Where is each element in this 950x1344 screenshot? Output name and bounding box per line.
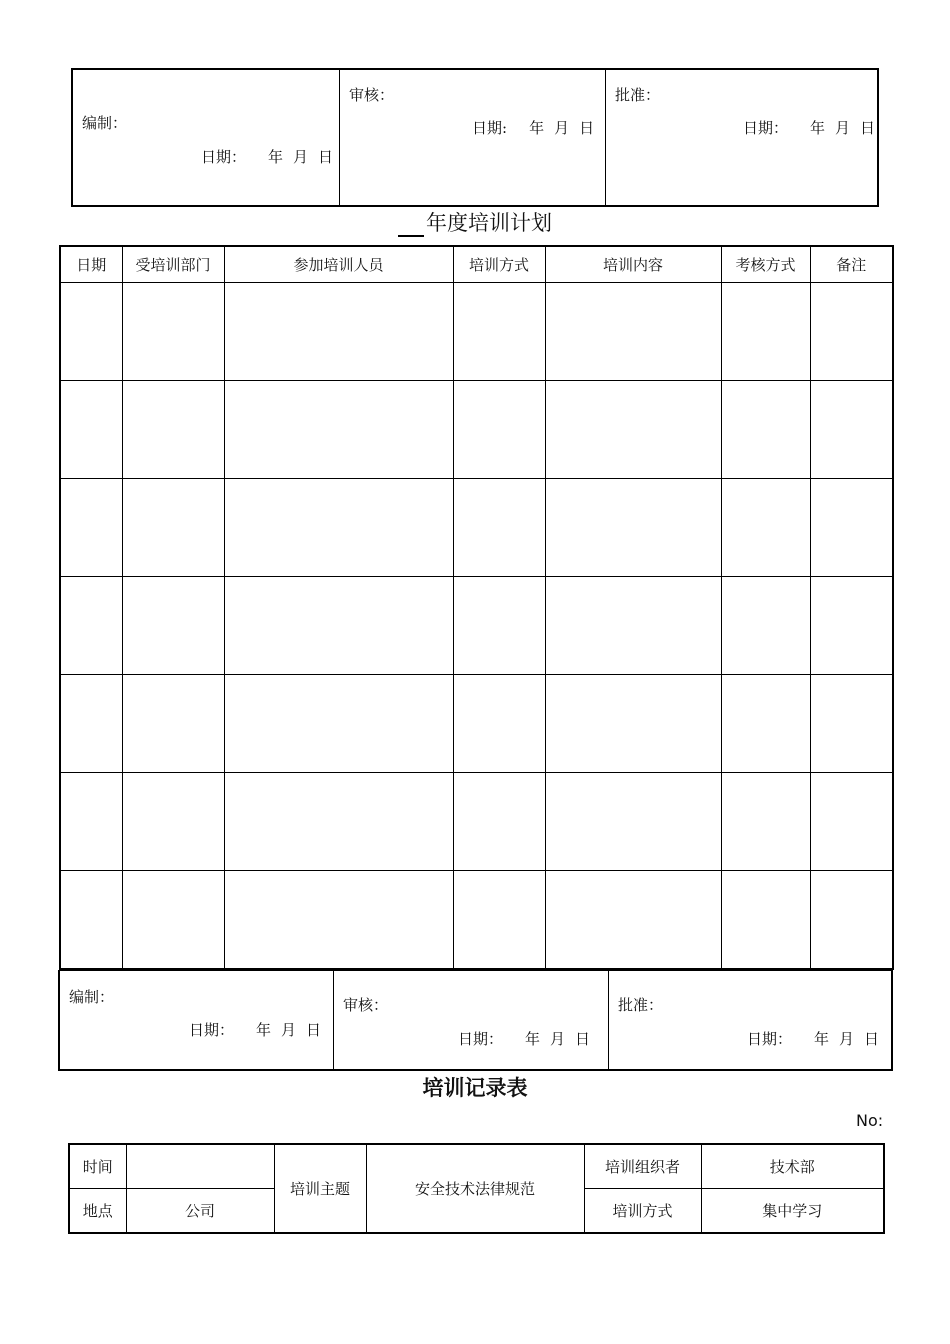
top-prepared-cell [73,70,339,205]
year-label: 年 [525,1030,541,1048]
topic-label: 培训主题 [274,1144,366,1233]
topic-value[interactable]: 安全技术法律规范 [366,1144,584,1233]
day-label: 日 [306,1021,322,1039]
table-cell[interactable] [60,381,122,479]
plan-title [0,207,950,237]
table-cell[interactable] [545,479,721,577]
table-row [60,773,893,871]
organizer-value[interactable]: 技术部 [701,1144,884,1189]
top-prepared-label: 编制： [82,114,128,132]
month-label: 月 [839,1030,855,1048]
top-reviewed-date [472,117,594,138]
month-label: 月 [293,148,309,166]
top-approved-cell [605,70,877,205]
month-label: 月 [835,119,851,137]
top-approved-label: 批准： [615,86,661,104]
table-cell[interactable] [453,675,545,773]
top-reviewed-label: 审核： [349,86,395,104]
table-cell[interactable] [721,675,810,773]
table-cell[interactable] [122,773,224,871]
table-cell[interactable] [545,283,721,381]
table-cell[interactable] [224,675,453,773]
col-header-remarks: 备注 [810,246,893,283]
table-cell[interactable] [224,577,453,675]
plan-approved-date [747,1028,879,1049]
table-cell[interactable] [721,577,810,675]
table-cell[interactable] [545,871,721,970]
table-cell[interactable] [224,283,453,381]
table-cell[interactable] [453,871,545,970]
top-signoff-box [71,68,879,207]
table-cell[interactable] [810,381,893,479]
table-cell[interactable] [60,283,122,381]
col-header-assessment: 考核方式 [721,246,810,283]
table-cell[interactable] [60,479,122,577]
table-cell[interactable] [810,283,893,381]
plan-prepared-cell [60,971,333,1069]
table-cell[interactable] [453,381,545,479]
col-header-content: 培训内容 [545,246,721,283]
table-cell[interactable] [224,773,453,871]
year-label: 年 [810,119,826,137]
top-reviewed-cell [339,70,605,205]
table-cell[interactable] [122,871,224,970]
table-cell[interactable] [224,871,453,970]
date-label: 日期： [201,148,247,166]
table-cell[interactable] [453,773,545,871]
table-cell[interactable] [721,283,810,381]
method-value[interactable]: 集中学习 [701,1189,884,1234]
table-cell[interactable] [810,577,893,675]
col-header-method: 培训方式 [453,246,545,283]
top-approved-date [743,117,875,138]
table-cell[interactable] [810,871,893,970]
table-cell[interactable] [224,479,453,577]
col-header-participants: 参加培训人员 [224,246,453,283]
organizer-label: 培训组织者 [584,1144,701,1189]
table-cell[interactable] [224,381,453,479]
month-label: 月 [281,1021,297,1039]
year-blank-line [398,215,424,237]
date-label: 日期： [743,119,789,137]
year-label: 年 [529,119,545,137]
table-cell[interactable] [721,479,810,577]
table-cell[interactable] [122,283,224,381]
table-cell[interactable] [721,381,810,479]
training-record-table [68,1143,885,1234]
day-label: 日 [579,119,595,137]
table-cell[interactable] [122,381,224,479]
top-prepared-date [201,146,333,167]
table-row [60,381,893,479]
date-label: 日期: [472,119,508,137]
plan-signoff-box [58,970,893,1071]
year-label: 年 [268,148,284,166]
place-value[interactable]: 公司 [126,1189,274,1234]
table-row [60,675,893,773]
table-cell[interactable] [60,675,122,773]
table-row [60,577,893,675]
table-cell[interactable] [810,773,893,871]
day-label: 日 [860,119,876,137]
date-label: 日期： [747,1030,793,1048]
plan-prepared-date [189,1019,321,1040]
col-header-date: 日期 [60,246,122,283]
day-label: 日 [575,1030,591,1048]
table-cell[interactable] [453,283,545,381]
place-label: 地点 [69,1189,126,1234]
method-label: 培训方式 [584,1189,701,1234]
day-label: 日 [864,1030,880,1048]
table-cell[interactable] [60,773,122,871]
year-label: 年 [814,1030,830,1048]
table-cell[interactable] [721,871,810,970]
table-row [60,283,893,381]
table-cell[interactable] [545,577,721,675]
col-header-department: 受培训部门 [122,246,224,283]
table-cell[interactable] [122,675,224,773]
date-label: 日期： [458,1030,504,1048]
table-cell[interactable] [545,675,721,773]
record-title: 培训记录表 [422,1076,528,1100]
table-cell[interactable] [453,577,545,675]
table-row [60,479,893,577]
table-cell[interactable] [60,577,122,675]
plan-approved-cell [608,971,891,1069]
table-cell[interactable] [545,773,721,871]
month-label: 月 [554,119,570,137]
table-row [60,871,893,970]
time-value[interactable] [126,1144,274,1189]
plan-prepared-label: 编制： [69,988,115,1006]
date-label: 日期： [189,1021,235,1039]
plan-reviewed-label: 审核： [343,996,389,1014]
table-cell[interactable] [122,577,224,675]
plan-reviewed-date [458,1028,590,1049]
year-label: 年 [256,1021,272,1039]
table-cell[interactable] [545,381,721,479]
table-cell[interactable] [810,479,893,577]
table-cell[interactable] [721,773,810,871]
record-number-label: No: [856,1111,884,1130]
table-cell[interactable] [122,479,224,577]
training-plan-table [59,245,894,970]
plan-approved-label: 批准： [618,996,664,1014]
table-cell[interactable] [810,675,893,773]
day-label: 日 [318,148,334,166]
time-label: 时间 [69,1144,126,1189]
table-cell[interactable] [60,871,122,970]
plan-title-text: 年度培训计划 [426,211,552,235]
table-row [69,1144,884,1189]
plan-reviewed-cell [333,971,608,1069]
month-label: 月 [550,1030,566,1048]
table-header-row [60,246,893,283]
table-cell[interactable] [453,479,545,577]
